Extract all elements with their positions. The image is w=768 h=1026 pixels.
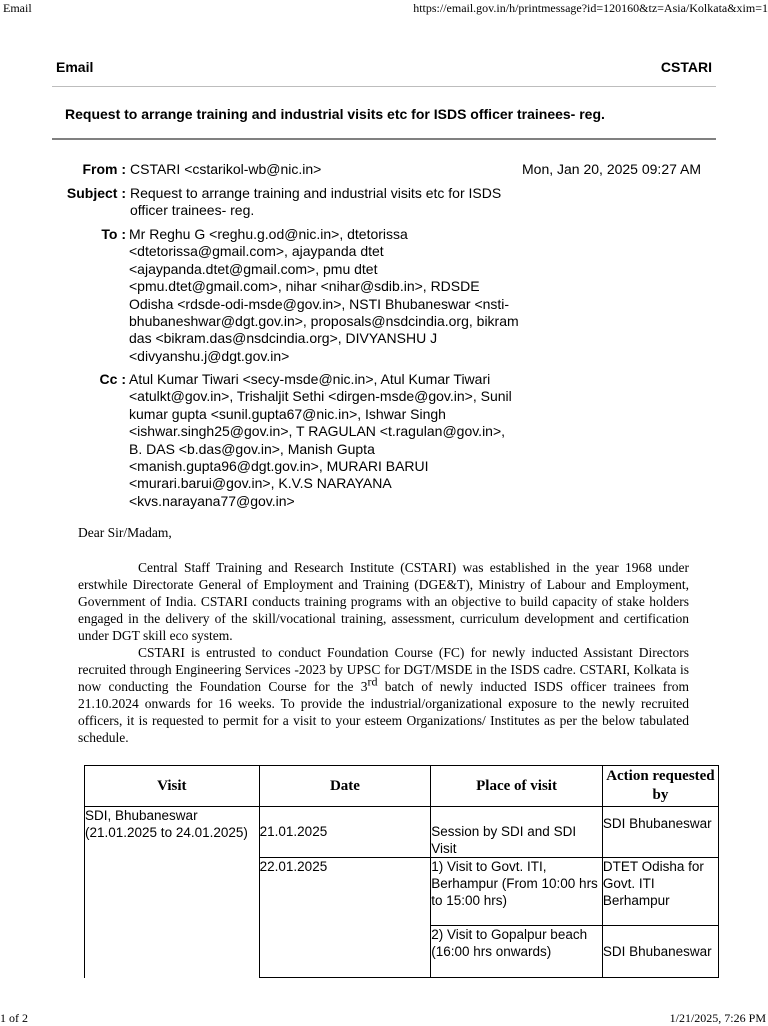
date-cell: 22.01.2025: [259, 858, 431, 978]
body-paragraph-2: [78, 644, 689, 746]
greeting: Dear Sir/Madam,: [78, 525, 172, 540]
ordinal-suffix: rd: [367, 674, 378, 689]
message-body: [78, 524, 689, 746]
cc-label: Cc :: [99, 371, 126, 387]
print-header-url: https://email.gov.in/h/printmessage?id=120160&tz=Asia/Kolkata&xim=1: [413, 1, 768, 15]
table-row: [85, 807, 719, 858]
action-cell: DTET Odisha for Govt. ITI Berhampur: [602, 858, 718, 926]
page-count: 1 of 2: [0, 1011, 28, 1025]
action-cell: SDI Bhubaneswar: [602, 807, 718, 858]
header-action: Action requested by: [602, 766, 718, 807]
brand-right: CSTARI: [660, 59, 712, 75]
para2-part-a: CSTARI is entrusted to conduct Foundation Course (FC) for newly inducted Assistant Directors recruited through Engineering Services -2023 by UPSC for DGT/MSDE in the ISDS cadre. CSTARI, Kolkata is now conducting the Foundation Course for the 3: [78, 645, 689, 694]
brand-left: Email: [56, 59, 94, 75]
from-label: From :: [82, 161, 126, 177]
brand-row: [56, 59, 712, 75]
message-title: Request to arrange training and industrial visits etc for ISDS officer trainees- reg.: [65, 106, 605, 122]
divider: [52, 86, 716, 87]
to-value: Mr Reghu G <reghu.g.od@nic.in>, dtetorissa <dtetorissa@gmail.com>, ajaypanda dtet <ajaypanda.dtet@gmail.com>, pmu dtet <pmu.dtet@gmail.com>, nihar <nihar@sdib.in>, RDSDE Odisha <rdsde-odi-msde@gov.in>, NSTI Bhubaneswar <nsti-bhubaneshwar@dgt.gov.in>, proposals@nsdcindia.org, bikram das <bikram.das@nsdcindia.org>, DIVYANSHU J <divyanshu.j@dgt.gov.in>: [129, 226, 519, 364]
print-timestamp: 1/21/2025, 7:26 PM: [669, 1011, 766, 1025]
schedule-table: [84, 765, 719, 978]
divider: [52, 138, 716, 140]
to-label: To :: [101, 226, 126, 242]
place-cell: 1) Visit to Govt. ITI, Berhampur (From 10:00 hrs to 15:00 hrs): [431, 858, 603, 926]
header-date: Date: [259, 766, 431, 807]
date-cell: 21.01.2025: [259, 807, 431, 858]
message-date: Mon, Jan 20, 2025 09:27 AM: [522, 161, 702, 177]
body-paragraph-1: Central Staff Training and Research Institute (CSTARI) was established in the year 1968 under erstwhile Directorate General of Employment and Training (DGE&T), Ministry of Labour and Employment, Government of India. CSTARI conducts training programs with an objective to build capacity of stake holders engaged in the delivery of the skill/vocational training, assessment, curriculum development and certification under DGT skill eco system.: [78, 560, 689, 643]
from-value: CSTARI <cstarikol-wb@nic.in>: [130, 161, 322, 177]
cc-value: Atul Kumar Tiwari <secy-msde@nic.in>, Atul Kumar Tiwari <atulkt@gov.in>, Trishaljit Sethi <dirgen-msde@gov.in>, Sunil kumar gupta <sunil.gupta67@nic.in>, Ishwar Singh <ishwar.singh25@gov.in>, T RAGULAN <t.ragulan@gov.in>, B. DAS <b.das@gov.in>, Manish Gupta <manish.gupta96@dgt.gov.in>, MURARI BARUI <murari.barui@gov.in>, K.V.S NARAYANA <kvs.narayana77@gov.in>: [129, 371, 512, 509]
para2-part-b: batch of newly inducted ISDS officer trainees from 21.10.2024 onwards for 16 weeks. To provide the industrial/organizational exposure to the newly recruited officers, it is requested to permit for a visit to your esteem Organizations/ Institutes as per the below tabulated schedule.: [78, 679, 689, 745]
subject-label: Subject :: [66, 185, 126, 201]
place-cell: 2) Visit to Gopalpur beach (16:00 hrs onwards): [431, 926, 603, 978]
print-header-title: Email: [3, 1, 32, 15]
table-header-row: [85, 766, 719, 807]
header-visit: Visit: [85, 766, 260, 807]
visit-group-cell: SDI, Bhubaneswar (21.01.2025 to 24.01.2025): [85, 807, 260, 978]
place-cell: Session by SDI and SDI Visit: [431, 807, 603, 858]
action-cell: SDI Bhubaneswar: [602, 926, 718, 978]
subject-value: Request to arrange training and industrial visits etc for ISDS officer trainees- reg.: [130, 185, 502, 219]
header-place: Place of visit: [431, 766, 603, 807]
